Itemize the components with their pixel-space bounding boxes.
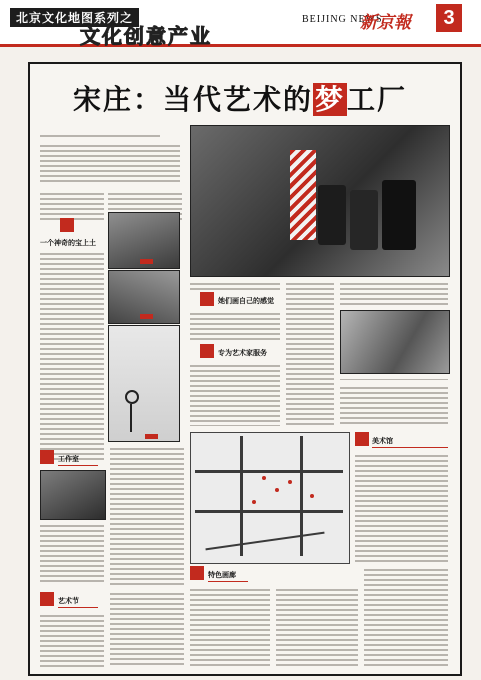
striped-post — [290, 150, 316, 240]
subhead: 特色画廊 — [208, 570, 236, 579]
map-marker — [310, 494, 314, 498]
subhead: 美术馆 — [372, 436, 393, 445]
body-text — [40, 250, 104, 460]
photo-caption — [340, 376, 448, 380]
fan-icon — [125, 390, 139, 404]
lead-paragraph — [40, 142, 180, 182]
headline — [40, 78, 440, 118]
body-text — [110, 590, 184, 668]
body-text — [190, 362, 280, 426]
subhead-marker — [60, 218, 74, 232]
body-text — [40, 612, 104, 668]
map-marker — [262, 476, 266, 480]
subhead-marker — [190, 566, 204, 580]
rule — [372, 447, 448, 448]
headline-middle: 当代艺术的 — [162, 83, 313, 116]
body-text — [340, 384, 448, 426]
byline — [40, 132, 160, 138]
photo-caption-bar — [140, 314, 153, 319]
subhead: 专为艺术家服务 — [218, 348, 267, 357]
map-road — [195, 470, 343, 473]
headline-end: 工厂 — [347, 83, 408, 116]
photo-studio-stairs — [108, 325, 180, 442]
body-text — [340, 280, 448, 308]
map-marker — [288, 480, 292, 484]
subhead: 工作室 — [58, 454, 79, 463]
brand-english: BEIJING NEWS — [302, 14, 383, 25]
subhead-marker — [40, 450, 54, 464]
barrel — [382, 180, 416, 250]
body-text — [286, 280, 334, 426]
body-text — [40, 522, 104, 582]
body-text — [110, 445, 184, 585]
barrel — [350, 190, 378, 250]
body-text — [364, 566, 448, 668]
body-text — [190, 586, 270, 668]
subhead: 艺术节 — [58, 596, 79, 605]
rule — [58, 465, 98, 466]
body-text — [190, 280, 280, 290]
body-text — [276, 586, 358, 668]
map-road — [240, 436, 243, 556]
map-marker — [275, 488, 279, 492]
photo-caption-bar — [140, 259, 153, 264]
subhead: 她们画自己的感觉 — [218, 296, 274, 305]
photo-workshop — [40, 470, 106, 520]
subhead: 一个神奇的宝上土 — [40, 238, 96, 247]
headline-colon: ： — [132, 83, 163, 116]
series-title: 北京文化地图系列之 — [10, 8, 139, 27]
body-text — [355, 452, 448, 562]
rule — [208, 581, 248, 582]
headline-highlight: 梦 — [315, 83, 346, 116]
photo-caption-bar — [145, 434, 158, 439]
rule — [58, 607, 98, 608]
subhead-marker — [355, 432, 369, 446]
subhead-marker — [200, 292, 214, 306]
headline-place: 宋庄 — [72, 83, 133, 116]
barrel — [318, 185, 346, 245]
map-marker — [252, 500, 256, 504]
subhead-marker — [40, 592, 54, 606]
brand-chinese-logo: 新京報 — [360, 13, 411, 33]
photo-inflatable-sculpture — [340, 310, 450, 374]
page-number: 3 — [436, 4, 462, 32]
subhead-marker — [200, 344, 214, 358]
body-text — [190, 310, 280, 340]
section-title: 文化创意产业 — [80, 24, 212, 48]
fan-stand — [130, 404, 132, 432]
map-road — [195, 510, 343, 513]
map-road — [300, 436, 303, 556]
area-map — [190, 432, 350, 564]
